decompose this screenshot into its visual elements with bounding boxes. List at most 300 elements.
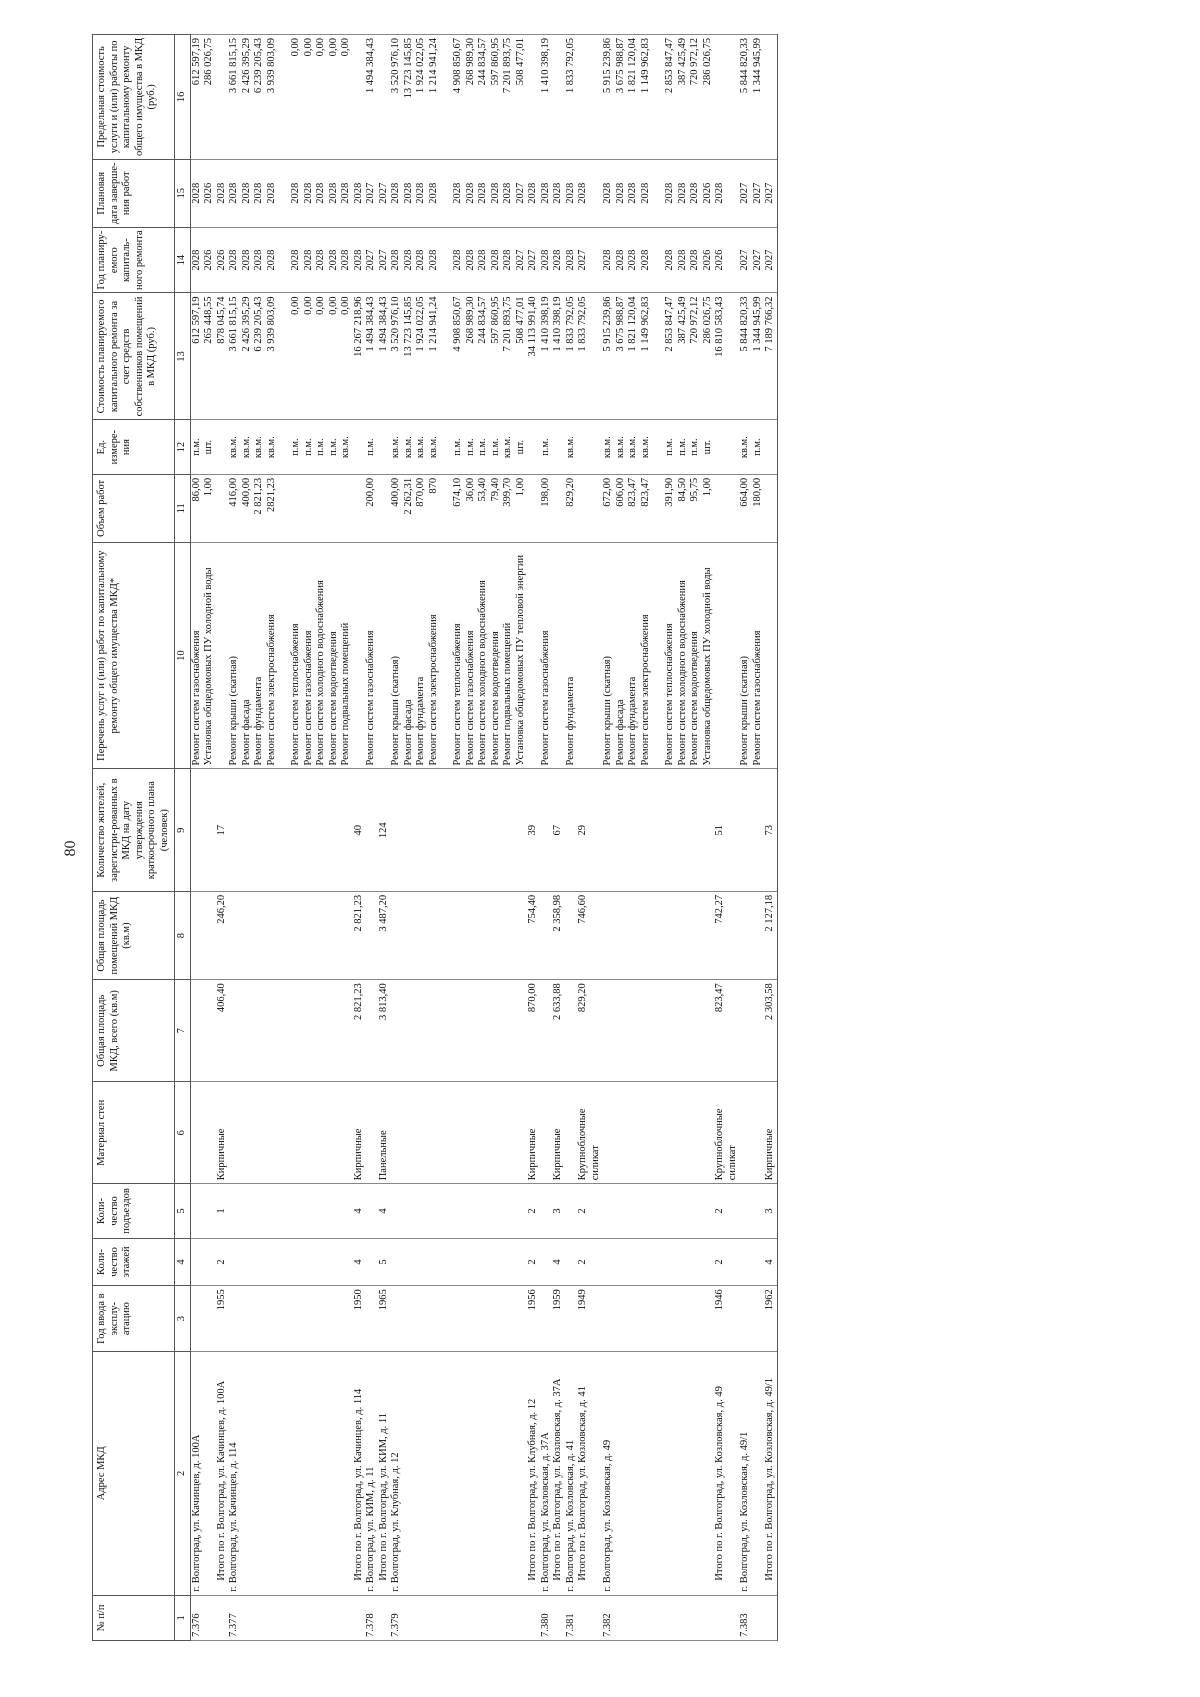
cell-wall-material xyxy=(689,1082,702,1184)
cell-residents xyxy=(652,769,664,891)
cell-planned-year: 2028 xyxy=(403,227,416,293)
cell-work-type xyxy=(216,542,229,769)
cell-work-volume: 674,10 xyxy=(452,474,465,542)
cell-year-built xyxy=(677,1286,690,1352)
cell-entrances xyxy=(403,1184,416,1238)
cell-floors: 2 xyxy=(527,1238,540,1286)
cell-max-cost: 1 214 941,24 xyxy=(428,35,441,160)
cell-max-cost: 3 661 815,15 xyxy=(228,35,241,160)
cell-address: г. Волгоград, ул. Качинцев, д. 100А xyxy=(190,1352,203,1596)
cell-unit: п.м. xyxy=(664,420,677,474)
cell-completion-date: 2028 xyxy=(241,159,254,227)
cell-address xyxy=(477,1352,490,1596)
column-number-8: 8 xyxy=(175,891,191,979)
cell-residents xyxy=(328,769,341,891)
cell-work-volume xyxy=(340,474,353,542)
cell-row-number xyxy=(502,1595,515,1640)
cell-planned-cost: 265 448,55 xyxy=(203,293,216,420)
cell-completion-date: 2028 xyxy=(353,159,366,227)
cell-planned-year: 2028 xyxy=(190,227,203,293)
cell-year-built xyxy=(203,1286,216,1352)
cell-total-area xyxy=(290,980,303,1082)
cell-premises-area: 754,40 xyxy=(527,891,540,979)
cell-work-type: Ремонт систем холодного водоснабжения xyxy=(477,542,490,769)
cell-premises-area xyxy=(615,891,628,979)
cell-total-area xyxy=(490,980,503,1082)
cell-wall-material xyxy=(278,1082,290,1184)
cell-entrances: 3 xyxy=(552,1184,565,1238)
cell-unit: кв.м. xyxy=(502,420,515,474)
cell-year-built xyxy=(652,1286,664,1352)
cell-residents xyxy=(477,769,490,891)
cell-row-number: 7.379 xyxy=(390,1595,403,1640)
cell-premises-area xyxy=(702,891,715,979)
cell-entrances: 1 xyxy=(216,1184,229,1238)
cell-unit: кв.м. xyxy=(253,420,266,474)
cell-max-cost: 1 924 022,05 xyxy=(415,35,428,160)
column-header-11: Объем работ xyxy=(93,474,175,542)
cell-floors xyxy=(465,1238,478,1286)
cell-work-type: Ремонт систем газоснабжения xyxy=(303,542,316,769)
cell-floors xyxy=(365,1238,378,1286)
cell-entrances xyxy=(627,1184,640,1238)
cell-planned-cost: 5 915 239,86 xyxy=(602,293,615,420)
cell-premises-area xyxy=(677,891,690,979)
cell-work-type: Ремонт систем холодного водоснабжения xyxy=(315,542,328,769)
table-row xyxy=(502,35,515,1641)
cell-year-built xyxy=(752,1286,765,1352)
cell-entrances xyxy=(702,1184,715,1238)
cell-year-built xyxy=(403,1286,416,1352)
cell-address: г. Волгоград, ул. Козловская, д. 41 xyxy=(565,1352,578,1596)
cell-entrances xyxy=(677,1184,690,1238)
cell-wall-material xyxy=(602,1082,615,1184)
cell-premises-area xyxy=(540,891,553,979)
cell-planned-cost: 508 477,01 xyxy=(515,293,528,420)
table-row xyxy=(752,35,765,1641)
cell-unit xyxy=(440,420,452,474)
cell-floors: 4 xyxy=(764,1238,777,1286)
cell-planned-cost: 1 410 398,19 xyxy=(552,293,565,420)
total-row xyxy=(577,35,602,1641)
cell-unit: кв.м. xyxy=(340,420,353,474)
cell-planned-cost: 0,00 xyxy=(303,293,316,420)
table-row xyxy=(677,35,690,1641)
cell-row-number xyxy=(241,1595,254,1640)
table-row xyxy=(340,35,353,1641)
cell-floors xyxy=(615,1238,628,1286)
cell-max-cost xyxy=(714,35,739,160)
cell-entrances: 2 xyxy=(527,1184,540,1238)
cell-planned-year: 2028 xyxy=(465,227,478,293)
cell-wall-material xyxy=(266,1082,279,1184)
cell-entrances xyxy=(315,1184,328,1238)
cell-residents xyxy=(752,769,765,891)
cell-floors xyxy=(664,1238,677,1286)
cell-planned-cost: 2 426 395,29 xyxy=(241,293,254,420)
cell-work-volume: 399,70 xyxy=(502,474,515,542)
cell-year-built: 1949 xyxy=(577,1286,602,1352)
cell-planned-year: 2028 xyxy=(540,227,553,293)
cell-planned-cost: 0,00 xyxy=(328,293,341,420)
cell-planned-cost: 13 723 145,85 xyxy=(403,293,416,420)
cell-address: Итого по г. Волгоград, ул. Качинцев, д. 100А xyxy=(216,1352,229,1596)
cell-planned-year: 2028 xyxy=(615,227,628,293)
cell-work-type: Ремонт систем газоснабжения xyxy=(365,542,378,769)
cell-wall-material xyxy=(652,1082,664,1184)
table-row xyxy=(739,35,752,1641)
cell-max-cost: 6 239 205,43 xyxy=(253,35,266,160)
cell-total-area xyxy=(390,980,403,1082)
cell-entrances xyxy=(689,1184,702,1238)
cell-entrances xyxy=(203,1184,216,1238)
cell-work-type: Ремонт фундамента xyxy=(565,542,578,769)
cell-year-built xyxy=(190,1286,203,1352)
cell-residents xyxy=(403,769,416,891)
cell-max-cost: 0,00 xyxy=(328,35,341,160)
cell-residents xyxy=(278,769,290,891)
cell-completion-date: 2028 xyxy=(403,159,416,227)
cell-planned-year: 2028 xyxy=(552,227,565,293)
cell-address xyxy=(278,1352,290,1596)
cell-year-built: 1962 xyxy=(764,1286,777,1352)
cell-work-type xyxy=(527,542,540,769)
cell-work-volume: 416,00 xyxy=(228,474,241,542)
cell-wall-material xyxy=(615,1082,628,1184)
column-number-13: 13 xyxy=(175,293,191,420)
cell-row-number xyxy=(515,1595,528,1640)
column-number-3: 3 xyxy=(175,1286,191,1352)
total-row xyxy=(527,35,540,1641)
cell-work-type: Ремонт систем водоотведения xyxy=(689,542,702,769)
cell-planned-year: 2028 xyxy=(315,227,328,293)
cell-residents xyxy=(689,769,702,891)
cell-work-type: Ремонт крыши (скатная) xyxy=(602,542,615,769)
cell-residents xyxy=(190,769,203,891)
cell-address xyxy=(328,1352,341,1596)
cell-work-type: Ремонт фасада xyxy=(403,542,416,769)
cell-max-cost: 1 344 945,99 xyxy=(752,35,765,160)
cell-planned-cost: 0,00 xyxy=(340,293,353,420)
cell-row-number xyxy=(340,1595,353,1640)
cell-planned-year: 2028 xyxy=(328,227,341,293)
cell-row-number xyxy=(689,1595,702,1640)
cell-planned-cost: 7 189 766,32 xyxy=(764,293,777,420)
cell-premises-area xyxy=(303,891,316,979)
table-row xyxy=(702,35,715,1641)
cell-wall-material xyxy=(677,1082,690,1184)
cell-total-area xyxy=(702,980,715,1082)
cell-premises-area xyxy=(390,891,403,979)
cell-address xyxy=(702,1352,715,1596)
cell-unit: п.м. xyxy=(303,420,316,474)
cell-work-volume xyxy=(216,474,229,542)
cell-address: г. Волгоград, ул. КИМ, д. 11 xyxy=(365,1352,378,1596)
cell-row-number xyxy=(216,1595,229,1640)
cell-premises-area xyxy=(228,891,241,979)
cell-wall-material xyxy=(228,1082,241,1184)
cell-work-type: Установка общедомовых ПУ холодной воды xyxy=(203,542,216,769)
cell-max-cost: 0,00 xyxy=(303,35,316,160)
table-row xyxy=(390,35,403,1641)
cell-premises-area xyxy=(253,891,266,979)
cell-residents xyxy=(315,769,328,891)
cell-unit xyxy=(527,420,540,474)
cell-premises-area xyxy=(290,891,303,979)
cell-unit: кв.м. xyxy=(565,420,578,474)
cell-floors xyxy=(452,1238,465,1286)
cell-work-volume xyxy=(577,474,602,542)
cell-row-number xyxy=(278,1595,290,1640)
cell-entrances xyxy=(540,1184,553,1238)
cell-wall-material xyxy=(640,1082,653,1184)
cell-planned-year: 2028 xyxy=(602,227,615,293)
cell-residents xyxy=(241,769,254,891)
cell-unit: кв.м. xyxy=(403,420,416,474)
cell-planned-cost: 1 344 945,99 xyxy=(752,293,765,420)
column-number-5: 5 xyxy=(175,1184,191,1238)
cell-floors xyxy=(253,1238,266,1286)
cell-work-type: Ремонт систем теплоснабжения xyxy=(664,542,677,769)
cell-work-volume xyxy=(328,474,341,542)
cell-wall-material xyxy=(664,1082,677,1184)
cell-total-area: 870,00 xyxy=(527,980,540,1082)
cell-completion-date: 2028 xyxy=(565,159,578,227)
cell-work-volume: 1,00 xyxy=(203,474,216,542)
table-row xyxy=(627,35,640,1641)
cell-floors xyxy=(477,1238,490,1286)
cell-planned-cost: 5 844 820,33 xyxy=(739,293,752,420)
cell-address xyxy=(689,1352,702,1596)
cell-unit: кв.м. xyxy=(428,420,441,474)
cell-wall-material xyxy=(515,1082,528,1184)
cell-unit: кв.м. xyxy=(640,420,653,474)
cell-planned-year: 2027 xyxy=(739,227,752,293)
cell-row-number xyxy=(415,1595,428,1640)
cell-year-built xyxy=(627,1286,640,1352)
cell-completion-date: 2027 xyxy=(515,159,528,227)
table-row xyxy=(403,35,416,1641)
cell-year-built xyxy=(640,1286,653,1352)
cell-max-cost: 597 860,95 xyxy=(490,35,503,160)
cell-unit: п.м. xyxy=(677,420,690,474)
cell-planned-cost: 1 833 792,05 xyxy=(577,293,602,420)
table-row xyxy=(241,35,254,1641)
cell-planned-cost: 1 924 022,05 xyxy=(415,293,428,420)
cell-wall-material xyxy=(241,1082,254,1184)
cell-max-cost xyxy=(652,35,664,160)
cell-row-number xyxy=(764,1595,777,1640)
cell-max-cost xyxy=(527,35,540,160)
cell-wall-material xyxy=(365,1082,378,1184)
table-row xyxy=(428,35,441,1641)
cell-planned-year: 2028 xyxy=(241,227,254,293)
cell-work-volume: 400,00 xyxy=(390,474,403,542)
cell-residents xyxy=(565,769,578,891)
cell-planned-year: 2028 xyxy=(452,227,465,293)
cell-work-type: Ремонт крыши (скатная) xyxy=(228,542,241,769)
cell-premises-area xyxy=(465,891,478,979)
cell-residents xyxy=(702,769,715,891)
cell-unit xyxy=(552,420,565,474)
cell-year-built xyxy=(290,1286,303,1352)
cell-work-volume: 198,00 xyxy=(540,474,553,542)
cell-wall-material: Кирпичные xyxy=(216,1082,229,1184)
cell-total-area xyxy=(664,980,677,1082)
cell-year-built xyxy=(490,1286,503,1352)
cell-total-area xyxy=(315,980,328,1082)
cell-planned-year: 2028 xyxy=(627,227,640,293)
table-row xyxy=(328,35,341,1641)
cell-planned-cost: 0,00 xyxy=(290,293,303,420)
total-row xyxy=(714,35,739,1641)
cell-work-volume xyxy=(290,474,303,542)
cell-max-cost: 268 989,30 xyxy=(465,35,478,160)
cell-work-volume: 664,00 xyxy=(739,474,752,542)
cell-work-type: Установка общедомовых ПУ холодной воды xyxy=(702,542,715,769)
cell-total-area xyxy=(602,980,615,1082)
cell-address xyxy=(203,1352,216,1596)
cell-year-built xyxy=(228,1286,241,1352)
cell-entrances xyxy=(652,1184,664,1238)
cell-unit: шт. xyxy=(702,420,715,474)
cell-residents xyxy=(340,769,353,891)
cell-unit: шт. xyxy=(515,420,528,474)
cell-work-volume: 2821,23 xyxy=(266,474,279,542)
cell-entrances xyxy=(490,1184,503,1238)
cell-year-built xyxy=(515,1286,528,1352)
cell-address xyxy=(403,1352,416,1596)
cell-total-area: 2 633,88 xyxy=(552,980,565,1082)
cell-planned-cost: 387 425,49 xyxy=(677,293,690,420)
cell-work-volume: 823,47 xyxy=(627,474,640,542)
cell-entrances xyxy=(228,1184,241,1238)
cell-planned-cost: 597 860,95 xyxy=(490,293,503,420)
cell-completion-date: 2028 xyxy=(190,159,203,227)
cell-wall-material xyxy=(428,1082,441,1184)
cell-completion-date: 2028 xyxy=(390,159,403,227)
cell-entrances xyxy=(241,1184,254,1238)
cell-residents xyxy=(290,769,303,891)
cell-work-type: Установка общедомовых ПУ тепловой энергии xyxy=(515,542,528,769)
cell-floors xyxy=(403,1238,416,1286)
cell-wall-material xyxy=(303,1082,316,1184)
cell-entrances xyxy=(290,1184,303,1238)
cell-premises-area: 2 127,18 xyxy=(764,891,777,979)
cell-max-cost: 3 520 976,10 xyxy=(390,35,403,160)
cell-work-volume xyxy=(527,474,540,542)
cell-total-area xyxy=(253,980,266,1082)
cell-premises-area xyxy=(565,891,578,979)
cell-address: Итого по г. Волгоград, ул. Клубная, д. 12 xyxy=(527,1352,540,1596)
cell-planned-cost: 612 597,19 xyxy=(190,293,203,420)
cell-row-number xyxy=(378,1595,391,1640)
cell-total-area xyxy=(640,980,653,1082)
cell-row-number: 7.380 xyxy=(540,1595,553,1640)
cell-floors xyxy=(502,1238,515,1286)
cell-unit: кв.м. xyxy=(415,420,428,474)
cell-address: г. Волгоград, ул. Козловская, д. 49/1 xyxy=(739,1352,752,1596)
cell-wall-material xyxy=(403,1082,416,1184)
cell-residents xyxy=(627,769,640,891)
cell-unit: кв.м. xyxy=(228,420,241,474)
cell-planned-cost: 3 520 976,10 xyxy=(390,293,403,420)
cell-address xyxy=(303,1352,316,1596)
table-row xyxy=(540,35,553,1641)
cell-work-type: Ремонт систем теплоснабжения xyxy=(290,542,303,769)
cell-row-number xyxy=(627,1595,640,1640)
cell-unit: п.м. xyxy=(752,420,765,474)
cell-work-volume: 95,75 xyxy=(689,474,702,542)
cell-total-area xyxy=(565,980,578,1082)
cell-planned-cost xyxy=(652,293,664,420)
cell-entrances xyxy=(253,1184,266,1238)
cell-premises-area xyxy=(440,891,452,979)
cell-residents xyxy=(602,769,615,891)
cell-floors xyxy=(390,1238,403,1286)
cell-floors xyxy=(689,1238,702,1286)
cell-max-cost: 387 425,49 xyxy=(677,35,690,160)
cell-address: Итого по г. Волгоград, ул. КИМ, д. 11 xyxy=(378,1352,391,1596)
cell-premises-area xyxy=(428,891,441,979)
cell-floors xyxy=(328,1238,341,1286)
cell-year-built xyxy=(328,1286,341,1352)
cell-residents xyxy=(540,769,553,891)
cell-planned-cost: 1 833 792,05 xyxy=(565,293,578,420)
cell-max-cost: 2 426 395,29 xyxy=(241,35,254,160)
cell-max-cost: 13 723 145,85 xyxy=(403,35,416,160)
cell-work-type: Ремонт систем холодного водоснабжения xyxy=(677,542,690,769)
cell-work-volume xyxy=(378,474,391,542)
cell-floors xyxy=(652,1238,664,1286)
cell-completion-date: 2028 xyxy=(552,159,565,227)
cell-unit: п.м. xyxy=(315,420,328,474)
cell-wall-material: Кирпичные xyxy=(527,1082,540,1184)
cell-completion-date: 2028 xyxy=(627,159,640,227)
cell-total-area xyxy=(627,980,640,1082)
cell-work-type: Ремонт систем электроснабжения xyxy=(428,542,441,769)
cell-planned-year: 2027 xyxy=(527,227,540,293)
cell-residents xyxy=(303,769,316,891)
table-row xyxy=(415,35,428,1641)
total-row xyxy=(552,35,565,1641)
cell-entrances xyxy=(340,1184,353,1238)
cell-floors: 2 xyxy=(577,1238,602,1286)
cell-entrances: 4 xyxy=(378,1184,391,1238)
cell-work-volume xyxy=(303,474,316,542)
cell-address xyxy=(253,1352,266,1596)
total-row xyxy=(353,35,366,1641)
cell-year-built: 1950 xyxy=(353,1286,366,1352)
cell-row-number xyxy=(652,1595,664,1640)
cell-total-area xyxy=(452,980,465,1082)
cell-planned-year: 2026 xyxy=(216,227,229,293)
cell-total-area: 3 813,40 xyxy=(378,980,391,1082)
cell-floors xyxy=(602,1238,615,1286)
cell-planned-year: 2026 xyxy=(702,227,715,293)
table-row xyxy=(290,35,303,1641)
cell-completion-date: 2028 xyxy=(602,159,615,227)
cell-work-volume: 672,00 xyxy=(602,474,615,542)
column-header-10: Перечень услуг и (или) работ по капитальному ремонту общего имущества МКД* xyxy=(93,542,175,769)
column-number-16: 16 xyxy=(175,35,191,160)
cell-residents xyxy=(390,769,403,891)
cell-floors xyxy=(752,1238,765,1286)
cell-wall-material: Крупноблочные силикат xyxy=(577,1082,602,1184)
cell-completion-date xyxy=(652,159,664,227)
cell-unit: кв.м. xyxy=(602,420,615,474)
cell-address: Итого по г. Волгоград, ул. Качинцев, д. 114 xyxy=(353,1352,366,1596)
